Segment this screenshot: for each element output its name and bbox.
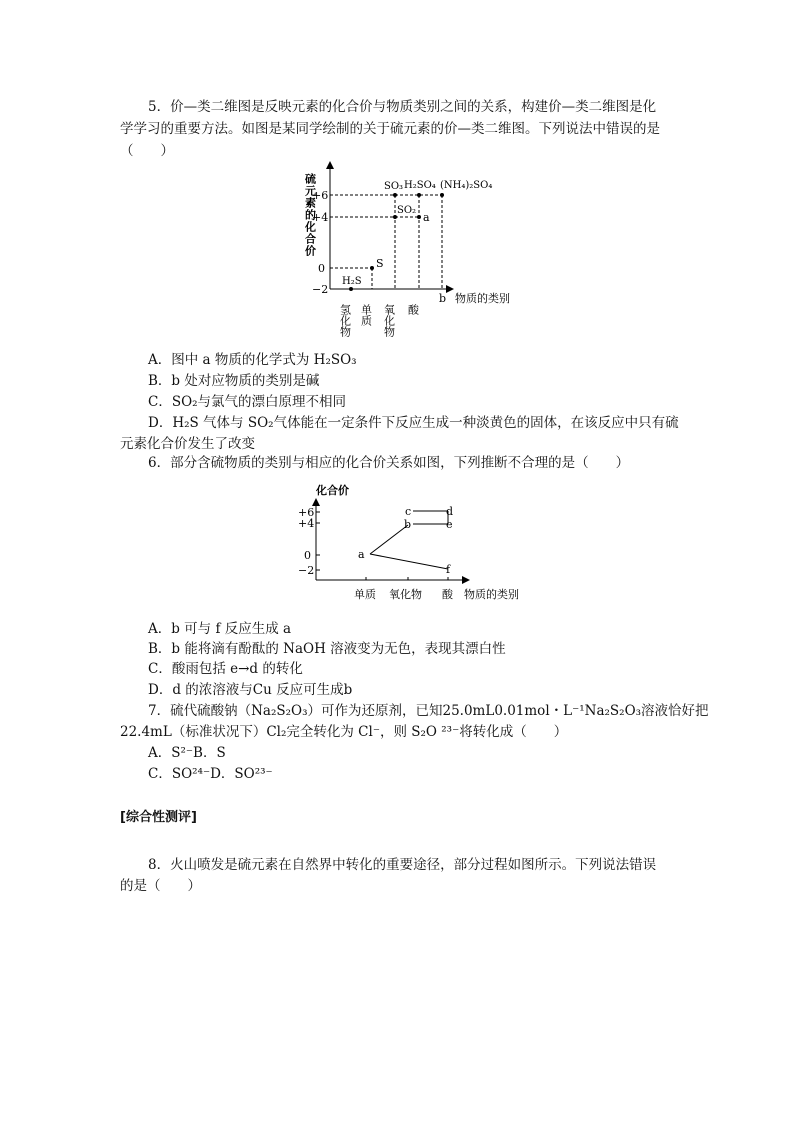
q6-option-d: D．d 的浓溶液与Cu 反应可生成b bbox=[148, 682, 353, 698]
q5-y-tick-plus4: +4 bbox=[312, 211, 329, 224]
q5-y-tick-zero: 0 bbox=[318, 262, 325, 275]
q5-x-cat-hydride: 氢化物 bbox=[338, 304, 352, 337]
q6-option-c: C．酸雨包括 e→d 的转化 bbox=[148, 661, 303, 677]
q5-y-tick-minus2: −2 bbox=[312, 283, 329, 296]
q5-option-d-line2: 元素化合价发生了改变 bbox=[120, 436, 255, 452]
q5-x-axis-label: 物质的类别 bbox=[455, 292, 510, 305]
q6-y-tick-plus4: +4 bbox=[298, 517, 315, 530]
q5-x-cat-element: 单质 bbox=[359, 304, 373, 326]
q5-point-so3: SO₃ bbox=[384, 181, 404, 192]
q7-stem-line1: 7．硫代硫酸钠（Na₂S₂O₃）可作为还原剂，已知25.0mL0.01mol・L⁻¹Na₂S₂O₃溶液恰好把 bbox=[148, 703, 709, 719]
q5-answer-blank: （ ） bbox=[120, 143, 174, 159]
q6-x-axis-label: 物质的类别 bbox=[464, 588, 519, 601]
q5-x-cat-oxide: 氧化物 bbox=[382, 304, 396, 337]
q5-valence-class-diagram bbox=[0, 155, 794, 355]
q5-stem-line2: 学学习的重要方法。如图是某同学绘制的关于硫元素的价—类二维图。下列说法中错误的是 bbox=[120, 121, 660, 137]
q7-stem-line2: 22.4mL（标准状况下）Cl₂完全转化为 Cl⁻，则 S₂O ²³⁻将转化成（ ） bbox=[120, 724, 568, 740]
q8-stem-line1: 8．火山喷发是硫元素在自然界中转化的重要途径，部分过程如图所示。下列说法错误 bbox=[148, 857, 657, 873]
q5-y-axis-label: 硫元素的化合价 bbox=[303, 173, 317, 257]
q5-y-tick-plus6: +6 bbox=[312, 189, 329, 202]
q6-x-cat-acid: 酸 bbox=[442, 588, 453, 601]
q5-x-cat-b: b bbox=[439, 292, 447, 305]
q5-option-a: A．图中 a 物质的化学式为 H₂SO₃ bbox=[148, 352, 357, 368]
q6-point-c: c bbox=[405, 505, 412, 518]
q6-option-b: B．b 能将滴有酚酞的 NaOH 溶液变为无色，表现其漂白性 bbox=[148, 641, 506, 657]
q6-y-tick-plus6: +6 bbox=[298, 506, 315, 519]
q5-stem-line1: 5．价—类二维图是反映元素的化合价与物质类别之间的关系，构建价—类二维图是化 bbox=[148, 99, 657, 115]
q6-point-d: d bbox=[446, 505, 454, 518]
q8-stem-line2: 的是（ ） bbox=[120, 878, 201, 894]
q6-point-b: b bbox=[404, 518, 412, 531]
q5-option-d: D．H₂S 气体与 SO₂气体能在一定条件下反应生成一种淡黄色的固体，在该反应中只有硫 bbox=[148, 415, 679, 431]
q6-y-tick-minus2: −2 bbox=[298, 564, 315, 577]
q6-point-f: f bbox=[446, 563, 451, 576]
q6-point-e: e bbox=[446, 518, 453, 531]
q6-x-cat-oxide: 氧化物 bbox=[389, 588, 422, 601]
q5-point-s: S bbox=[376, 257, 384, 270]
q6-y-tick-zero: 0 bbox=[304, 549, 311, 562]
q6-point-a: a bbox=[358, 548, 365, 561]
q6-valence-diagram bbox=[0, 478, 794, 608]
q5-point-nh42so4: (NH₄)₂SO₄ bbox=[440, 180, 493, 191]
q6-x-cat-element: 单质 bbox=[354, 588, 376, 601]
q5-x-cat-acid: 酸 bbox=[406, 304, 420, 315]
section-heading: [综合性测评] bbox=[120, 810, 197, 825]
q5-point-h2s: H₂S bbox=[342, 276, 362, 287]
q5-option-c: C．SO₂与氯气的漂白原理不相同 bbox=[148, 394, 347, 410]
q5-option-b: B．b 处对应物质的类别是碱 bbox=[148, 373, 320, 389]
q6-stem: 6．部分含硫物质的类别与相应的化合价关系如图，下列推断不合理的是（ ） bbox=[148, 455, 630, 471]
q5-point-so2: SO₂ bbox=[397, 205, 417, 216]
q5-point-a: a bbox=[423, 211, 430, 224]
q5-point-h2so4: H₂SO₄ bbox=[404, 180, 436, 191]
q7-options-cd: C．SO²⁴⁻D．SO²³⁻ bbox=[148, 766, 273, 782]
q7-options-ab: A．S²⁻B．S bbox=[148, 745, 226, 761]
q6-option-a: A．b 可与 f 反应生成 a bbox=[148, 621, 292, 637]
q6-y-axis-label: 化合价 bbox=[316, 484, 349, 497]
